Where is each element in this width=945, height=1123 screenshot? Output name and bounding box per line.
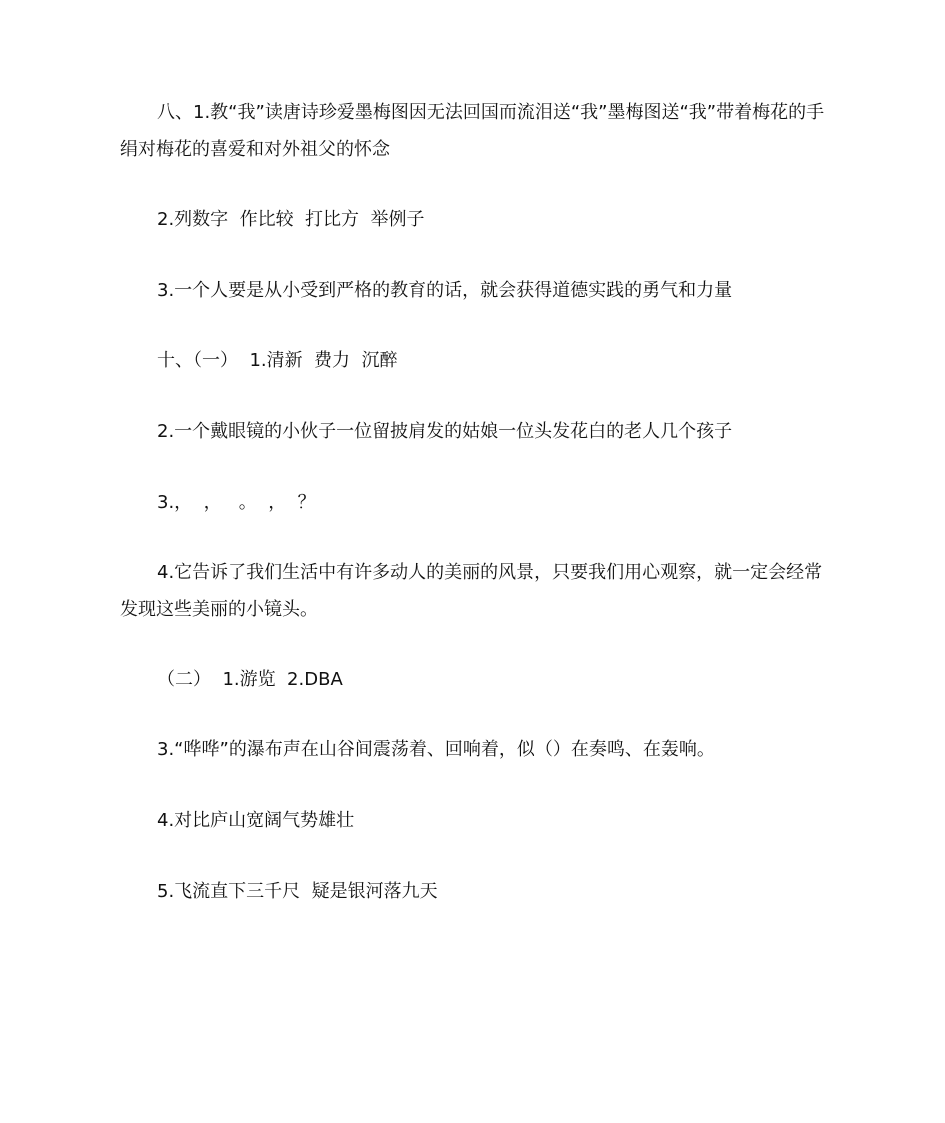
answer-section-10-part-2-item-1: （二） 1.游览 2.DBA [157,669,343,690]
answer-section-10-part-2-item-4: 4.对比庐山宽阔气势雄壮 [157,810,355,831]
answer-section-10-part-2-item-5: 5.飞流直下三千尺 疑是银河落九天 [157,881,438,902]
answer-section-8-item-3: 3.一个人要是从小受到严格的教育的话，就会获得道德实践的勇气和力量 [157,280,733,301]
answer-section-10-part-2-item-3: 3.“哗哗”的瀑布声在山谷间震荡着、回响着，似（）在奏鸣、在轰响。 [157,739,715,760]
answer-section-8-item-1: 八、1.教“我”读唐诗珍爱墨梅图因无法回国而流泪送“我”墨梅图送“我”带着梅花的手绢对梅花的喜爱和对外祖父的怀念 [120,102,825,160]
answer-section-10-part-1-item-4: 4.它告诉了我们生活中有许多动人的美丽的风景，只要我们用心观察，就一定会经常发现这些美丽的小镜头。 [120,562,823,620]
answer-section-10-part-1-item-2: 2.一个戴眼镜的小伙子一位留披肩发的姑娘一位头发花白的老人几个孩子 [157,421,733,442]
answer-section-10-part-1-item-1: 十、（一） 1.清新 费力 沉醉 [157,350,398,371]
answer-section-10-part-1-item-3: 3.， ， 。 ， ？ [157,492,316,513]
answer-section-8-item-2: 2.列数字 作比较 打比方 举例子 [157,209,425,230]
